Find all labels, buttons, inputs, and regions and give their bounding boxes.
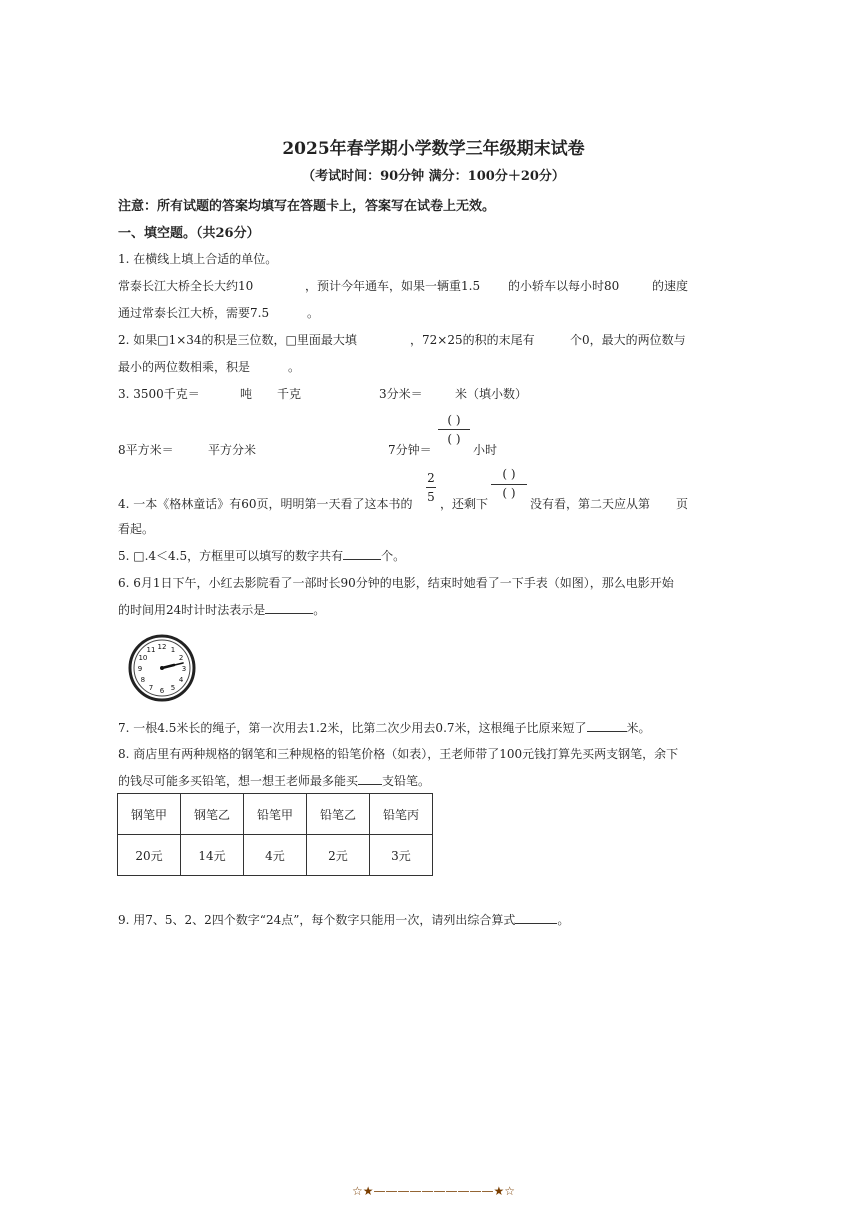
price-table-header-row (118, 794, 433, 835)
q3-a1: 3. 3500千克＝ (118, 387, 200, 401)
q7-question (118, 719, 651, 736)
q1-line2-a: 通过常泰长江大桥，需要7.5 (118, 306, 270, 320)
price-cell: 2元 (307, 835, 370, 876)
q9-end: 。 (557, 913, 570, 927)
clock-numeral: 7 (148, 684, 154, 693)
exam-title: 2025年春学期小学数学三年级期末试卷 (282, 139, 585, 159)
q4-blank-numerator: ( ) (502, 467, 516, 481)
price-cell: 3元 (370, 835, 433, 876)
q4-fraction-den: 5 (427, 490, 435, 504)
q1-line1-b: ，预计今年通车，如果一辆重1.5 (305, 279, 481, 293)
q3-c1: 8平方米＝ (118, 443, 174, 457)
q4-blank-denominator: ( ) (502, 486, 516, 500)
page-footer-ornament: ☆★——————————★☆ (351, 1184, 516, 1198)
q3-fraction-denominator: ( ) (447, 432, 461, 446)
q6-answer-blank[interactable] (265, 601, 313, 614)
q4-text-a: 4. 一本《格林童话》有60页，明明第一天看了这本书的 (118, 497, 413, 511)
q5-question (118, 547, 405, 564)
q3-fraction-numerator: ( ) (447, 413, 461, 427)
q5-text: 5. □.4＜4.5，方框里可以填写的数字共有 (118, 549, 344, 563)
q3-d2: 小时 (473, 443, 498, 457)
clock-numeral: 2 (178, 654, 184, 662)
q4-text-d: 页 (676, 497, 689, 511)
q6-end: 。 (313, 603, 326, 617)
clock-numeral: 11 (146, 645, 156, 654)
header-cell: 铅笔甲 (244, 794, 307, 835)
q4-line2: 看起。 (118, 522, 155, 536)
q9-text: 9. 用7、5、2、2四个数字“24点”，每个数字只能用一次，请列出综合算式 (118, 913, 516, 927)
q4-fraction-bar (426, 487, 436, 488)
q1-line1-a: 常泰长江大桥全长大约10 (118, 279, 254, 293)
clock-numeral: 8 (140, 676, 146, 684)
clock-center-pin (160, 666, 164, 670)
q1-stem: 1. 在横线上填上合适的单位。 (118, 252, 278, 266)
clock-numeral: 1 (170, 645, 176, 654)
q3-b1: 3分米＝ (379, 387, 423, 401)
q2-line1-c: 个0，最大的两位数与 (570, 333, 686, 347)
q1-line2-b: 。 (307, 306, 320, 320)
q8-line1: 8. 商店里有两种规格的钢笔和三种规格的铅笔价格（如表），王老师带了100元钱打算先买两支钢笔，余下 (118, 747, 679, 761)
q8-text: 的钱尽可能多买铅笔，想一想王老师最多能买 (118, 774, 359, 788)
q3-fraction-bar (438, 429, 470, 430)
q6-line1: 6. 6月1日下午，小红去影院看了一部时长90分钟的电影，结束时她看了一下手表（如图），那么电影开始 (118, 576, 674, 590)
q7-end: 米。 (626, 721, 651, 735)
q2-line1-b: ，72×25的积的末尾有 (410, 333, 535, 347)
q1-line1-d: 的速度 (652, 279, 689, 293)
q6-line2 (118, 601, 325, 618)
q3-c2: 平方分米 (208, 443, 257, 457)
q4-blank-bar (491, 484, 527, 485)
clock-numeral: 4 (178, 676, 184, 684)
wristwatch-clock (128, 634, 196, 702)
q7-answer-blank[interactable] (587, 719, 627, 732)
section-heading: 一、填空题。（共26分） (118, 226, 260, 241)
clock-numeral: 5 (170, 684, 176, 693)
header-cell: 钢笔甲 (118, 794, 181, 835)
clock-numeral: 10 (138, 654, 148, 662)
price-cell: 20元 (118, 835, 181, 876)
clock-numeral: 6 (159, 687, 165, 695)
q5-answer-blank[interactable] (343, 547, 381, 560)
q4-text-c: 没有看，第二天应从第 (530, 497, 651, 511)
q8-answer-blank[interactable] (358, 772, 382, 785)
clock-numeral: 3 (181, 665, 187, 673)
price-cell: 14元 (181, 835, 244, 876)
q9-question (118, 911, 569, 928)
price-table-value-row (118, 835, 433, 876)
q4-text-b: ，还剩下 (440, 497, 489, 511)
q6-text: 的时间用24时计时法表示是 (118, 603, 266, 617)
price-cell: 4元 (244, 835, 307, 876)
q1-line1-c: 的小轿车以每小时80 (508, 279, 620, 293)
clock-numeral: 9 (137, 665, 143, 673)
q8-line2 (118, 772, 430, 789)
q3-a2: 吨 (240, 387, 253, 401)
header-cell: 铅笔乙 (307, 794, 370, 835)
q4-fraction-num: 2 (427, 471, 435, 485)
header-cell: 钢笔乙 (181, 794, 244, 835)
price-table (117, 793, 433, 876)
q9-answer-blank[interactable] (515, 911, 557, 924)
q2-line2-b: 。 (288, 360, 301, 374)
q3-d1: 7分钟＝ (388, 443, 432, 457)
exam-subtitle: （考试时间：90分钟 满分：100分＋20分） (302, 169, 565, 184)
q2-line2-a: 最小的两位数相乘，积是 (118, 360, 251, 374)
q2-line1-a: 2. 如果□1×34的积是三位数，□里面最大填 (118, 333, 357, 347)
q5-end: 个。 (381, 549, 406, 563)
notice-text: 注意：所有试题的答案均填写在答题卡上，答案写在试卷上无效。 (118, 199, 496, 214)
q3-a3: 千克 (277, 387, 302, 401)
q7-text: 7. 一根4.5米长的绳子，第一次用去1.2米，比第二次少用去0.7米，这根绳子比原来短了 (118, 721, 587, 735)
header-cell: 铅笔丙 (370, 794, 433, 835)
clock-numeral: 12 (157, 643, 167, 651)
q3-b2: 米（填小数） (455, 387, 528, 401)
q8-end: 支铅笔。 (382, 774, 431, 788)
